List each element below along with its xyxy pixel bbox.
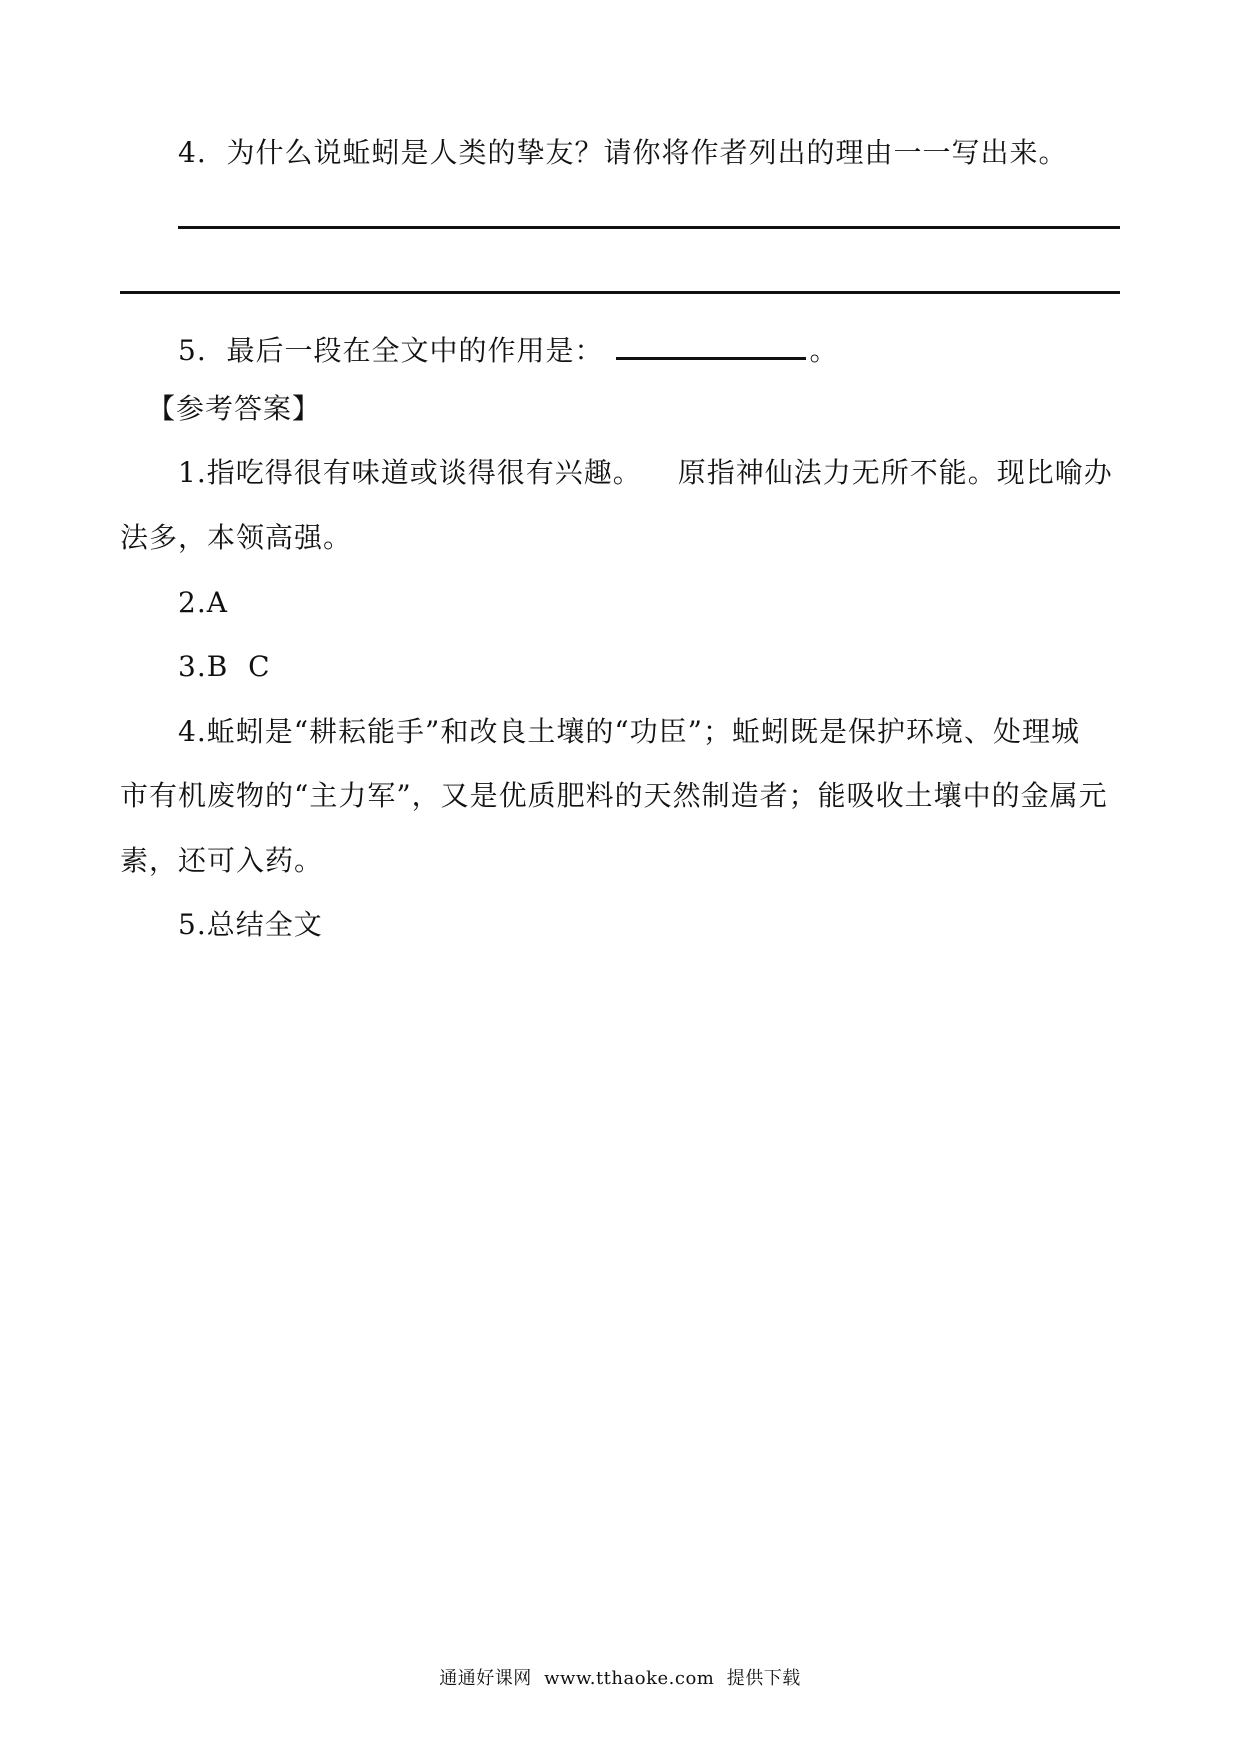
question-4-separator: . [196,136,227,169]
question-5-text: 最后一段在全文中的作用是： [226,334,604,367]
question-4-number: 4 [178,136,197,169]
question-5-blank[interactable] [616,327,806,360]
question-4 [178,135,1068,171]
answer-4-line-1: 4.蚯蚓是“耕耘能手”和改良土壤的“功臣”；蚯蚓既是保护环境、处理城 [178,715,1080,748]
answer-4-line-2: 市有机废物的“主力军”，又是优质肥料的天然制造者；能吸收土壤中的金属元 [120,779,1108,812]
question-5 [178,327,839,369]
answer-3: 3.B C [178,650,271,683]
question-5-end: 。 [809,334,839,367]
answer-1-part-2: 原指神仙法力无所不能。现比喻办 [677,456,1113,489]
answers-header: 【参考答案】 [147,392,322,425]
answer-line-1[interactable] [178,226,1120,229]
answer-1-line-1 [178,455,1113,491]
answer-1-part-1: 1.指吃得很有味道或谈得很有兴趣。 [178,456,642,489]
question-5-separator: . [196,334,227,367]
answer-2: 2.A [178,586,228,619]
question-4-text: 为什么说蚯蚓是人类的挚友？请你将作者列出的理由一一写出来。 [226,136,1068,169]
answer-1-line-2: 法多，本领高强。 [120,521,353,554]
question-5-number: 5 [178,334,197,367]
page-footer: 通通好课网 www.tthaoke.com 提供下载 [439,1668,801,1689]
answer-line-2[interactable] [120,291,1120,294]
answer-4-line-3: 素，还可入药。 [120,844,324,877]
answer-5: 5.总结全文 [178,908,323,941]
